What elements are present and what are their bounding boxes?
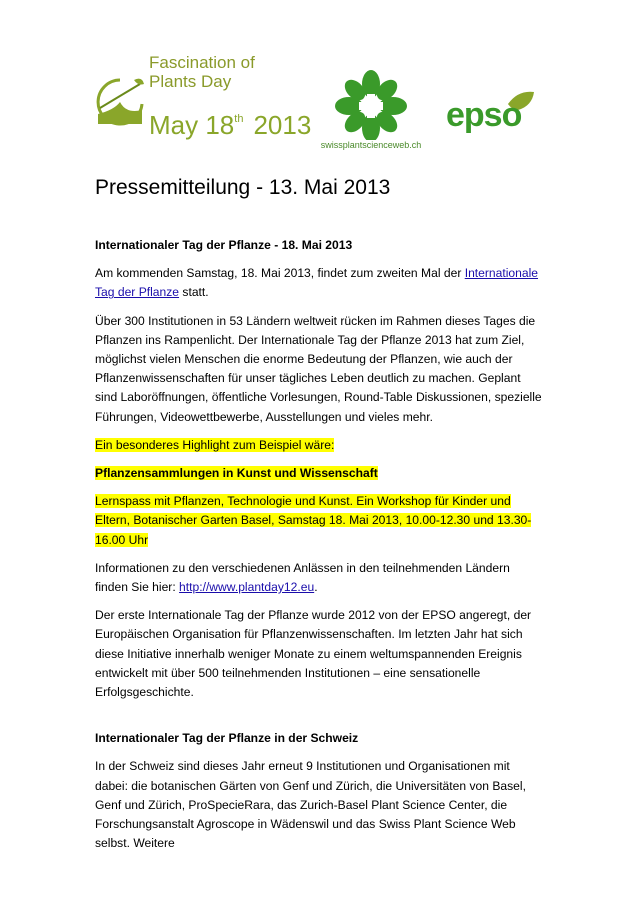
fop-title (149, 54, 255, 90)
paragraph-intro-end: statt. (179, 285, 209, 300)
paragraph-institutions: Über 300 Institutionen in 53 Ländern weltweit rücken im Rahmen dieses Tages die Pflanzen ins Rampenlicht. Der Internationale Tag der Pflanze 2013 hat zum Ziel, möglichst vielen Menschen die enorme Bedeutung der Pflanzen, wie auch der Pflanzenwissenschaften für unser tägliches Leben deutlich zu machen. Geplant sind Laboröffnungen, öffentliche Vorlesungen, Round-Table Diskussionen, spezielle Führungen, Videowettbewerbe, Ausstellungen und vieles mehr. (95, 313, 542, 424)
link-internationale-tag[interactable]: Internationale Tag der Pflanze (95, 266, 539, 300)
swiss-plant-science-web-logo (302, 68, 440, 158)
fascination-of-plants-day-logo (94, 52, 312, 142)
highlight-title (95, 464, 545, 483)
highlight-title-text: Pflanzensammlungen in Kunst und Wissenschaft (95, 466, 378, 481)
flower-cross-icon (302, 68, 440, 140)
epso-logo (446, 90, 536, 140)
paragraph-info-end: . (314, 580, 318, 595)
page-title: Pressemitteilung - 13. Mai 2013 (95, 176, 391, 199)
fop-date-main: May 18 (149, 110, 235, 140)
highlight-workshop (95, 492, 545, 550)
highlight-intro-text: Ein besonderes Highlight zum Beispiel wäre: (95, 437, 335, 452)
paragraph-info-text: Informationen zu den verschiedenen Anlässen in den teilnehmenden Ländern finden Sie hier: (95, 560, 510, 595)
highlight-intro (95, 436, 545, 455)
fop-title-line2: Plants Day (149, 72, 232, 91)
fop-date (149, 112, 311, 138)
epso-wordmark: epso (446, 96, 522, 134)
fop-title-line1: Fascination of (149, 53, 255, 72)
link-plantday[interactable]: http://www.plantday12.eu (179, 580, 315, 595)
fop-year: 2013 (253, 110, 312, 140)
document-body (95, 236, 545, 862)
paragraph-info (95, 559, 545, 597)
highlight-workshop-text: Lernspass mit Pflanzen, Technologie und Kunst. Ein Workshop für Kinder und Eltern, Botanischer Garten Basel, Samstag 18. Mai 2013, 10.00-12.30 und 13.30-16.00 Uhr (95, 494, 532, 547)
sps-caption: swissplantscienceweb.ch (320, 140, 422, 150)
paragraph-intro (95, 264, 545, 302)
spacer (95, 711, 545, 729)
paragraph-switzerland: In der Schweiz sind dieses Jahr erneut 9 Institutionen und Organisationen mit dabei: die botanischen Gärten von Genf und Zürich, die Universitäten von Basel, Genf und Zürich, ProSpecieRara, das Zurich-Basel Plant Science Center, die Forschungsanstalt Agroscope in Wädenswil und das Swiss Plant Science Web selbst. Weitere (95, 759, 526, 851)
heading-international-day: Internationaler Tag der Pflanze - 18. Mai 2013 (95, 238, 353, 252)
plant-globe-icon (94, 74, 146, 134)
heading-switzerland: Internationaler Tag der Pflanze in der Schweiz (95, 731, 359, 746)
paragraph-history: Der erste Internationale Tag der Pflanze wurde 2012 von der EPSO angeregt, der Europäischen Organisation für Pflanzenwissenschaften. Im letzten Jahr hat sich diese Initiative innerhalb weniger Monate zu einem weltumspannenden Ereignis entwickelt mit über 500 teilnehmenden Institutionen – eine sensationelle Erfolgsgeschichte. (95, 608, 532, 700)
paragraph-intro-text: Am kommenden Samstag, 18. Mai 2013, findet zum zweiten Mal der (95, 266, 465, 281)
fop-date-sup: th (234, 113, 244, 125)
